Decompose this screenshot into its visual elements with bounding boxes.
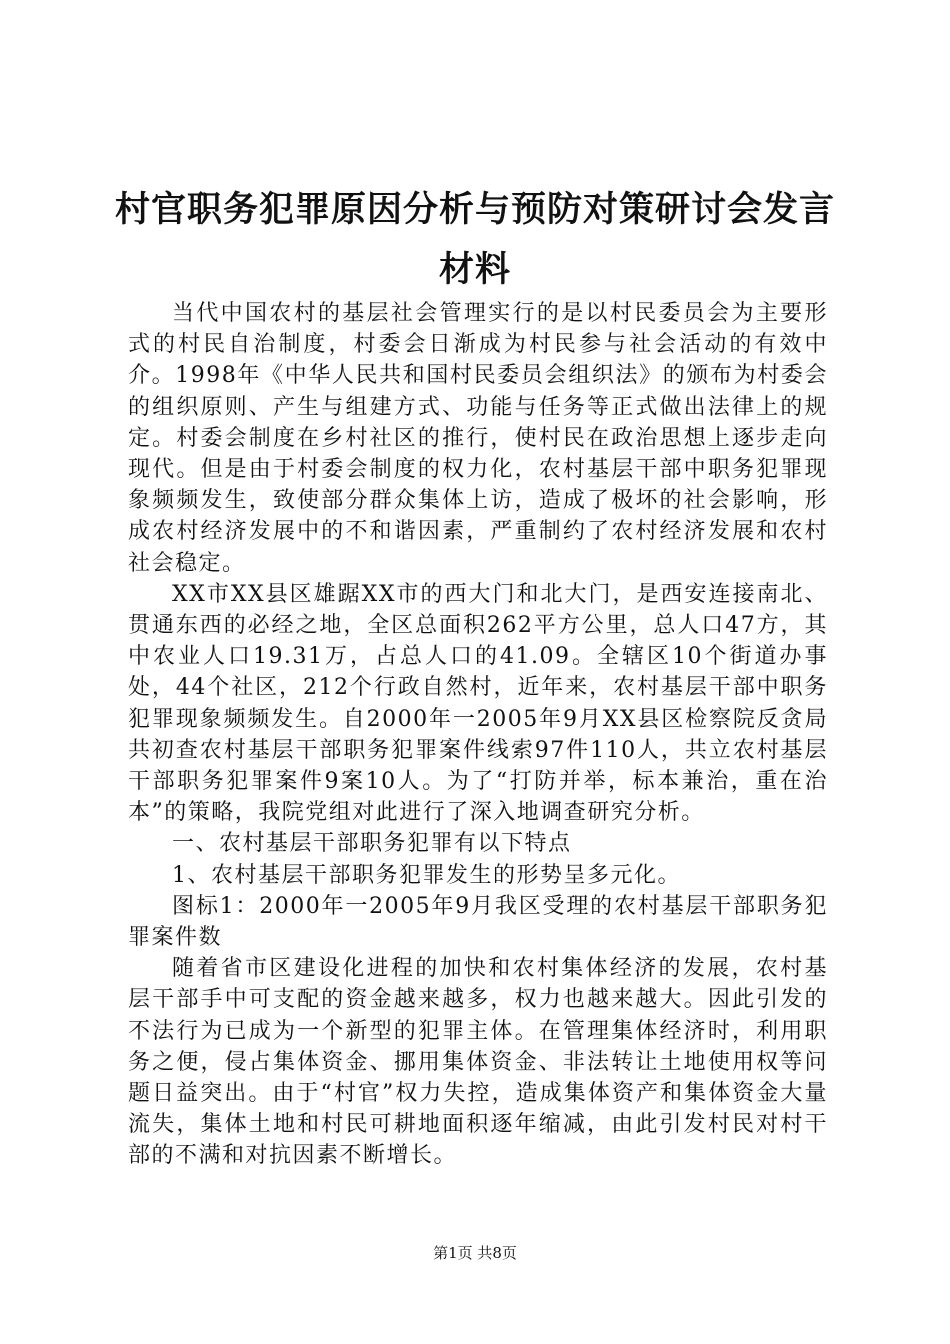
document-body	[128, 298, 828, 1172]
subsection-heading: 1、农村基层干部职务犯罪发生的形势呈多元化。	[172, 862, 681, 888]
paragraph: 随着省市区建设化进程的加快和农村集体经济的发展，农村基层干部手中可支配的资金越来越多，权力也越来越大。因此引发的不法行为已成为一个新型的犯罪主体。在管理集体经济时，利用职务之便，侵占集体资金、挪用集体资金、非法转让土地使用权等问题日益突出。由于“村官”权力失控，造成集体资产和集体资金大量流失，集体土地和村民可耕地面积逐年缩减，由此引发村民对村干部的不满和对抗因素不断增长。	[128, 956, 828, 1169]
document-title-line-2: 材料	[438, 250, 511, 290]
paragraph: XX市XX县区雄踞XX市的西大门和北大门，是西安连接南北、贯通东西的必经之地，全区总面积262平方公里，总人口47方，其中农业人口19.31万，占总人口的41.09。全辖区10个街道办事处，44个社区，212个行政自然村，近年来，农村基层干部中职务犯罪现象频频发生。自2000年一2005年9月XX县区检察院反贪局共初查农村基层干部职务犯罪案件线索97件110人，共立农村基层干部职务犯罪案件9案10人。为了“打防并举，标本兼治，重在治本”的策略，我院党组对此进行了深入地调查研究分析。	[128, 581, 828, 826]
page-footer: 第1页 共8页	[433, 1244, 517, 1262]
paragraph: 当代中国农村的基层社会管理实行的是以村民委员会为主要形式的村民自治制度，村委会日渐成为村民参与社会活动的有效中介。1998年《中华人民共和国村民委员会组织法》的颁布为村委会的组织原则、产生与组建方式、功能与任务等正式做出法律上的规定。村委会制度在乡村社区的推行，使村民在政治思想上逐步走向现代。但是由于村委会制度的权力化，农村基层干部中职务犯罪现象频频发生，致使部分群众集体上访，造成了极坏的社会影响，形成农村经济发展中的不和谐因素，严重制约了农村经济发展和农村社会稳定。	[128, 301, 828, 576]
figure-caption: 图标1：2000年一2005年9月我区受理的农村基层干部职务犯罪案件数	[128, 893, 828, 951]
section-heading: 一、农村基层干部职务犯罪有以下特点	[172, 831, 572, 857]
document-title-line-1: 村官职务犯罪原因分析与预防对策研讨会发言	[114, 190, 835, 230]
